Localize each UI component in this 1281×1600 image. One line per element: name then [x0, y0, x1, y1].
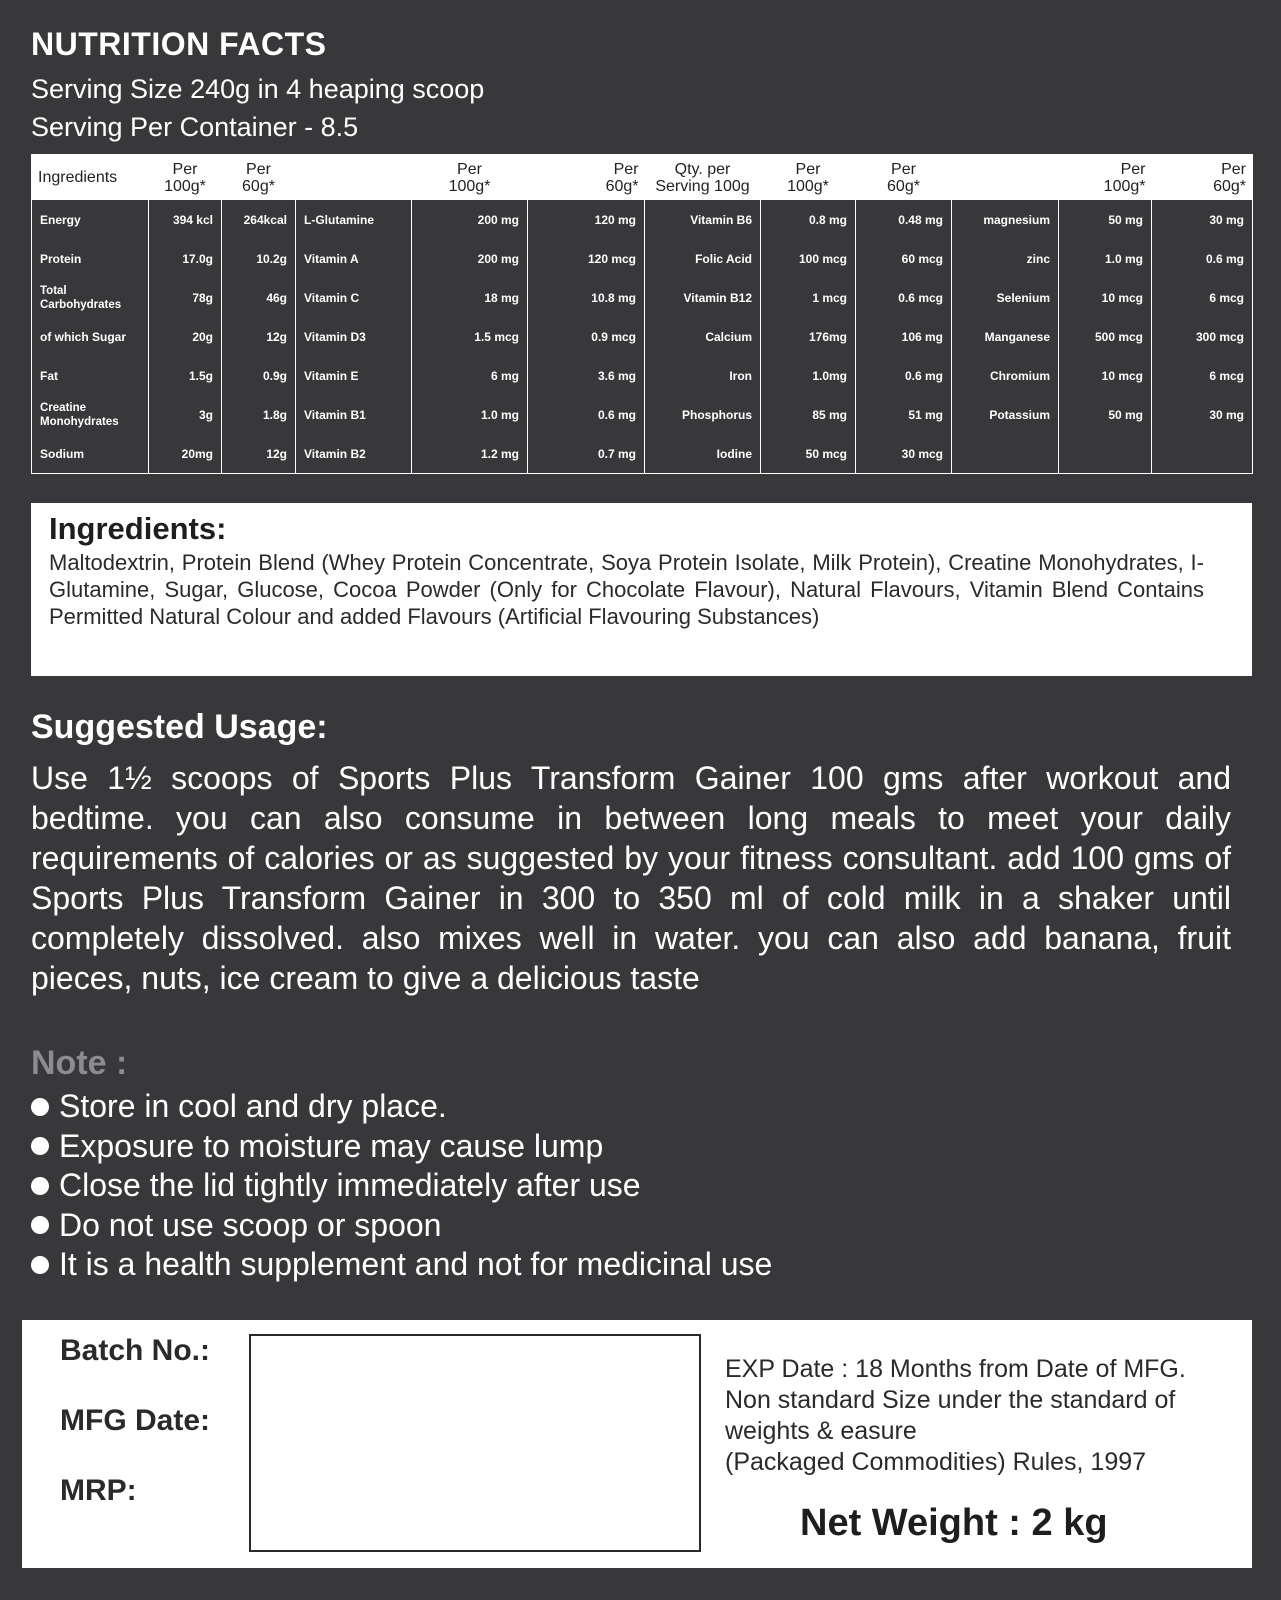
table-cell — [1152, 434, 1253, 474]
table-cell: Vitamin A — [296, 239, 412, 278]
table-row — [32, 395, 1253, 434]
table-cell: 30 mcg — [856, 434, 952, 474]
table-cell: 394 kcl — [149, 200, 222, 239]
column-header — [952, 155, 1059, 201]
table-cell: 50 mg — [1059, 395, 1152, 434]
table-cell: 6 mg — [412, 356, 528, 395]
table-cell: Folic Acid — [645, 239, 761, 278]
table-cell: 6 mcg — [1209, 368, 1244, 383]
table-cell: 50 mg — [1059, 200, 1152, 239]
legal-text — [725, 1354, 1186, 1478]
table-cell: 12g — [222, 434, 296, 474]
table-row — [32, 317, 1253, 356]
table-cell: 12g — [222, 317, 296, 356]
table-cell: Creatine Monohydrates — [32, 395, 149, 434]
table-cell: 1.5g — [149, 356, 222, 395]
table-cell: 1.0 mg — [412, 395, 528, 434]
table-cell: 1.0 mg — [1059, 239, 1152, 278]
table-cell: Vitamin B2 — [296, 434, 412, 474]
column-header: Qty. per Serving 100g — [645, 155, 761, 201]
table-cell: Phosphorus — [645, 395, 761, 434]
mrp-label: MRP: — [60, 1474, 137, 1507]
table-cell: 30 mg — [1209, 212, 1244, 227]
table-row — [32, 200, 1253, 239]
bullet-icon — [31, 1137, 49, 1155]
table-cell: 0.6 mg — [856, 356, 952, 395]
table-cell: Fat — [32, 356, 149, 395]
table-cell: Sodium — [32, 434, 149, 474]
ingredients-text: Maltodextrin, Protein Blend (Whey Protein Concentrate, Soya Protein Isolate, Milk Protein), Creatine Monohydrates, I- Glutamine, Sugar, Glucose, Cocoa Powder (Only for Chocolate Flavour), Natural Flavours, Vitamin Blend Contains Permitted Natural Colour and added Flavours (Artificial Flavouring Substances) — [49, 550, 1204, 629]
table-cell: 30 mg — [1209, 407, 1244, 422]
table-cell: 0.9 mcg — [528, 317, 645, 356]
table-cell: 0.6 mcg — [856, 278, 952, 317]
batch-info-box — [22, 1320, 1252, 1568]
table-cell: Protein — [32, 239, 149, 278]
bullet-icon — [31, 1098, 49, 1116]
column-header: Per 100g* — [761, 155, 856, 201]
table-cell: 100 mcg — [761, 239, 856, 278]
table-cell: 106 mg — [856, 317, 952, 356]
table-cell: 176mg — [761, 317, 856, 356]
table-cell — [952, 434, 1059, 474]
table-header-row — [32, 155, 1253, 201]
table-cell: Chromium — [952, 356, 1059, 395]
table-cell: 10 mcg — [1059, 278, 1152, 317]
table-cell: Selenium — [952, 278, 1059, 317]
table-cell: 1.5 mcg — [412, 317, 528, 356]
stamp-box — [249, 1334, 701, 1552]
table-cell: 200 mg — [412, 200, 528, 239]
table-cell: Potassium — [952, 395, 1059, 434]
table-cell: 51 mg — [856, 395, 952, 434]
table-row — [32, 278, 1253, 317]
nutrition-table — [31, 154, 1253, 474]
table-cell: 1.2 mg — [412, 434, 528, 474]
bullet-icon — [31, 1216, 49, 1234]
table-cell: magnesium — [952, 200, 1059, 239]
table-cell: 0.7 mg — [528, 434, 645, 474]
table-cell: 0.8 mg — [761, 200, 856, 239]
column-header: Per 60g* — [1152, 155, 1253, 201]
note-text: Close the lid tightly immediately after use — [59, 1167, 641, 1203]
table-row — [32, 239, 1253, 278]
table-cell: of which Sugar — [32, 317, 149, 356]
table-cell: zinc — [952, 239, 1059, 278]
note-list — [31, 1087, 772, 1285]
note-text: It is a health supplement and not for medicinal use — [59, 1246, 773, 1282]
column-header: Per 60g* — [528, 155, 645, 201]
table-cell: 0.9g — [222, 356, 296, 395]
table-cell — [1059, 434, 1152, 474]
table-cell: 3g — [149, 395, 222, 434]
table-cell: 0.48 mg — [856, 200, 952, 239]
serving-per-container: Serving Per Container - 8.5 — [31, 112, 359, 142]
table-cell: Vitamin E — [296, 356, 412, 395]
table-row — [32, 434, 1253, 474]
table-cell: 0.6 mg — [528, 395, 645, 434]
column-header: Per 60g* — [856, 155, 952, 201]
table-cell: Iron — [645, 356, 761, 395]
table-cell: 1.0mg — [761, 356, 856, 395]
table-cell: 18 mg — [412, 278, 528, 317]
column-header: Per 60g* — [222, 155, 296, 201]
list-item — [31, 1087, 772, 1127]
table-cell: 200 mg — [412, 239, 528, 278]
usage-heading: Suggested Usage: — [31, 708, 328, 746]
table-cell: 20mg — [149, 434, 222, 474]
note-text: Exposure to moisture may cause lump — [59, 1127, 604, 1164]
ingredients-heading: Ingredients: — [49, 511, 227, 546]
table-cell: Iodine — [645, 434, 761, 474]
table-cell: 120 mg — [528, 200, 645, 239]
column-header — [296, 155, 412, 201]
list-item — [31, 1206, 772, 1246]
table-cell: 0.6 mg — [1205, 251, 1244, 266]
table-cell: 78g — [149, 278, 222, 317]
table-cell: 3.6 mg — [528, 356, 645, 395]
table-cell: 60 mcg — [856, 239, 952, 278]
table-cell: Vitamin B12 — [645, 278, 761, 317]
usage-text: Use 1½ scoops of Sports Plus Transform Gainer 100 gms after workout and bedtime. you can also consume in between long meals to meet your daily requirements of calories or as suggested by your fitness consultant. add 100 gms of Sports Plus Transform Gainer in 300 to 350 ml of cold milk in a shaker until completely dissolved. also mixes well in water. you can also add banana, fruit pieces, nuts, ice cream to give a delicious taste — [31, 760, 1231, 996]
note-text: Store in cool and dry place. — [59, 1088, 447, 1124]
note-heading: Note : — [31, 1044, 128, 1082]
note-text: Do not use scoop or spoon — [59, 1206, 442, 1243]
table-cell: Manganese — [952, 317, 1059, 356]
table-cell: L-Glutamine — [296, 200, 412, 239]
bullet-icon — [31, 1256, 49, 1274]
column-header: Per 100g* — [1059, 155, 1152, 201]
table-cell: 17.0g — [149, 239, 222, 278]
serving-size: Serving Size 240g in 4 heaping scoop — [31, 74, 485, 104]
net-weight: Net Weight : 2 kg — [800, 1502, 1108, 1544]
column-header: Per 100g* — [412, 155, 528, 201]
table-row — [32, 356, 1253, 395]
list-item — [31, 1245, 772, 1285]
table-cell: Vitamin D3 — [296, 317, 412, 356]
table-cell: 10.8 mg — [528, 278, 645, 317]
table-cell: 10 mcg — [1059, 356, 1152, 395]
table-cell: 46g — [222, 278, 296, 317]
table-cell: 300 mcg — [1195, 329, 1244, 344]
table-cell: 6 mcg — [1209, 290, 1244, 305]
legal-line: EXP Date : 18 Months from Date of MFG. — [725, 1355, 1186, 1383]
page-title: NUTRITION FACTS — [31, 26, 327, 62]
table-cell: 1.8g — [222, 395, 296, 434]
batch-label: Batch No.: — [60, 1334, 210, 1367]
table-cell: 264kcal — [222, 200, 296, 239]
table-cell: 50 mcg — [761, 434, 856, 474]
table-cell: 85 mg — [761, 395, 856, 434]
table-cell: Calcium — [645, 317, 761, 356]
list-item — [31, 1166, 772, 1206]
ingredients-box — [31, 503, 1252, 676]
table-cell: 10.2g — [222, 239, 296, 278]
table-cell: Vitamin C — [296, 278, 412, 317]
bullet-icon — [31, 1177, 49, 1195]
list-item — [31, 1127, 772, 1167]
table-cell: 1 mcg — [761, 278, 856, 317]
table-cell: Total Carbohydrates — [32, 278, 149, 317]
column-header: Per 100g* — [149, 155, 222, 201]
table-cell: 120 mcg — [528, 239, 645, 278]
table-cell: Energy — [32, 200, 149, 239]
mfg-date-label: MFG Date: — [60, 1404, 210, 1437]
legal-line: weights & easure — [725, 1417, 917, 1445]
table-cell: Vitamin B1 — [296, 395, 412, 434]
table-cell: Vitamin B6 — [645, 200, 761, 239]
legal-line: Non standard Size under the standard of — [725, 1386, 1176, 1414]
column-header: Ingredients — [32, 155, 149, 201]
legal-line: (Packaged Commodities) Rules, 1997 — [725, 1448, 1147, 1476]
table-cell: 500 mcg — [1059, 317, 1152, 356]
table-cell: 20g — [149, 317, 222, 356]
